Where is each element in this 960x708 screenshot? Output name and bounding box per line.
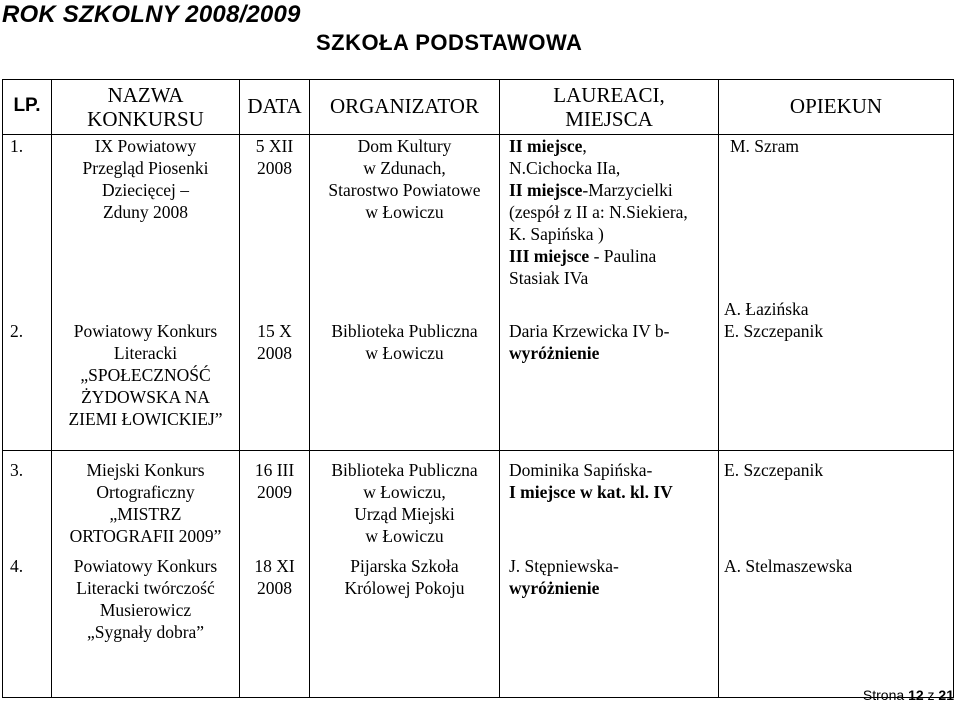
row-laureaci: J. Stępniewska- wyróżnienie — [509, 556, 619, 598]
column-divider — [499, 80, 500, 697]
row-data: 16 III 2009 — [254, 460, 295, 502]
row-data: 5 XII 2008 — [255, 136, 294, 178]
row-organizator: Dom Kultury w Zdunach, Starostwo Powiatowe w Łowiczu — [328, 136, 481, 222]
row-data: 18 XI 2008 — [254, 556, 295, 598]
header-laureaci: LAUREACI, MIEJSCA — [553, 83, 665, 131]
header-nazwa: NAZWA KONKURSU — [87, 83, 204, 131]
header-opiekun: OPIEKUN — [789, 94, 883, 118]
row-opiekun: M. Szram — [730, 136, 800, 156]
row-nazwa: Powiatowy Konkurs Literacki twórczość Musierowicz „Sygnały dobra” — [73, 556, 218, 642]
row-nazwa: Powiatowy Konkurs Literacki „SPOŁECZNOŚĆ ŻYDOWSKA NA ZIEMI ŁOWICKIEJ” — [68, 321, 223, 429]
row-laureaci: Dominika Sapińska- I miejsce w kat. kl. IV — [509, 460, 673, 502]
section-title: SZKOŁA PODSTAWOWA — [316, 30, 583, 55]
row-opiekun: A. Stelmaszewska — [724, 556, 853, 576]
row-nazwa: Miejski Konkurs Ortograficzny „MISTRZ ORTOGRAFII 2009” — [69, 460, 222, 546]
row-opiekun: E. Szczepanik — [724, 460, 824, 480]
row-opiekun: A. Łazińska E. Szczepanik — [724, 299, 824, 341]
row-lp: 4. — [10, 556, 24, 576]
row-laureaci: Daria Krzewicka IV b- wyróżnienie — [509, 321, 670, 363]
row-lp: 1. — [10, 136, 24, 156]
row-lp: 2. — [10, 321, 24, 341]
row-organizator: Pijarska Szkoła Królowej Pokoju — [344, 556, 465, 598]
column-divider — [718, 80, 719, 697]
row-group-divider — [2, 450, 954, 451]
row-organizator: Biblioteka Publiczna w Łowiczu, Urząd Miejski w Łowiczu — [331, 460, 478, 546]
row-organizator: Biblioteka Publiczna w Łowiczu — [331, 321, 478, 363]
header-organizator: ORGANIZATOR — [330, 94, 479, 118]
row-data: 15 X 2008 — [257, 321, 292, 363]
page-number: Strona 12 z 21 — [862, 687, 954, 703]
row-laureaci: II miejsce, N.Cichocka IIa, II miejsce-Marzycielki (zespół z II a: N.Siekiera, K. Sapińska ) III miejsce - Paulina Stasiak IVa — [509, 136, 688, 288]
row-lp: 3. — [10, 460, 24, 480]
row-nazwa: IX Powiatowy Przegląd Piosenki Dziecięcej – Zduny 2008 — [82, 136, 209, 222]
document-title: ROK SZKOLNY 2008/2009 — [2, 1, 301, 28]
header-lp: LP. — [13, 95, 41, 116]
header-data: DATA — [247, 94, 302, 118]
